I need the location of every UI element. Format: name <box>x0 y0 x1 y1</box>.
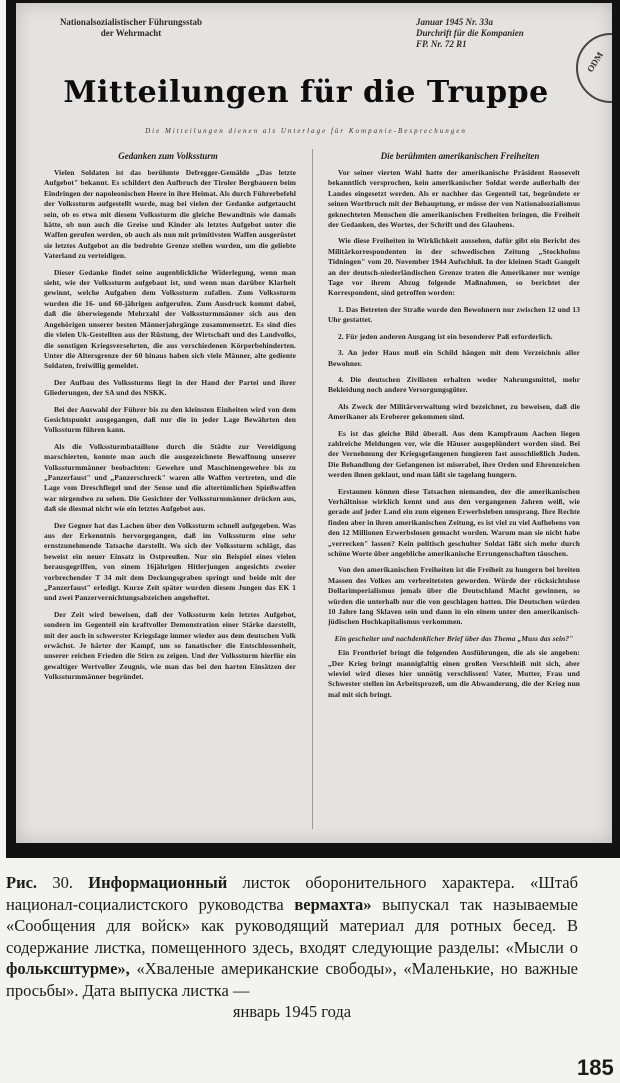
right-paragraph: 2. Für jeden anderen Ausgang ist ein besonderer Paß erforderlich. <box>338 331 553 341</box>
caption-text: Информационный <box>88 873 228 892</box>
left-paragraph: Dieser Gedanke findet seine augenblickliche Widerlegung, wenn man sieht, wie der Volkssturm aufgebaut ist, und wenn man darüber Klarheit gewinnt, welche Aufgaben dem Volkssturm zufallen. Zum Volkssturm wurden die 16- und 60-jährigen aufgerufen. Zum Ausdruck kommt dabei, daß die überwiegende Mehrzahl der Volkssturmmänner sich aus den Angehörigen unserer besten Männerjahrgänge zusammensetzt. Es sind dies die vielen Uk-Gestellten aus der Rüstung, der Wirtschaft und des Landvolks, die sonstigen Kriegsversehrten, die aus verschiedenen Körperbehinderten. Unter die Altersgrenze der 60 hinaus haben sich viele Männer, alte gediente Soldaten, freiwillig gemeldet. <box>44 267 296 371</box>
leaflet-issue-info: Januar 1945 Nr. 33a Durchrift für die Kompanien FP. Nr. 72 R1 <box>416 17 524 49</box>
caption-label: Рис. <box>6 873 38 892</box>
archive-stamp <box>576 33 612 103</box>
right-paragraph: Von den amerikanischen Freiheiten ist die Freiheit zu hungern bei breiten Massen des Volkes am verbreitetsten geworden. Würde der rücksichtslose Dollarimperialismus jemals über die Deutschland Macht gewinnen, so würden die unterhalb nur die von geschlagen hatten. Die Deutschen würden 10 Jahre lang Sklaven sein und dann in ein einem unter den amerikanisch-jüdischen Hochkapitalismus verkommen. <box>328 565 580 627</box>
left-paragraph: Vielen Soldaten ist das berühmte Defregger-Gemälde „Das letzte Aufgebot" bekannt. Es schildert den Aufbruch der Tiroler Bergbauern beim Eindringen der napoleonischen Heere in ihre Heimat. Als durch Führerbefehl der Volkssturm aufgestellt wurde, mag bei vielen der Gedanke aufgetaucht sein, ob es etwa mit diesem Volkssturm die gleiche Bewandtnis wie damals hätte, ob nun auch die Greise und Kinder als letztes Aufgebot unter die Waffen gerufen werden, ob auch als nun mit primitivsten Waffen ausgerüstet sie letztes Aufgebot an die bedrohte Grenze stellen wurden, um die geliebte Vaterland zu verteidigen. <box>44 168 296 261</box>
left-paragraph: Der Aufbau des Volkssturms liegt in der Hand der Partei und ihrer Gliederungen, der SA und des NSKK. <box>44 377 296 398</box>
right-paragraph: Wie diese Freiheiten in Wirklichkeit aussehen, dafür gibt ein Bericht des Militärkorrespondenten in der schwedischen Zeitung „Stockholms Tidningen" vom 20. November 1944 Aufschluß. In der kleinen Stadt Gangelt an der deutsch-niederländischen Grenze traten die Amerikaner nur wenige Tage vor ihrem Abzug folgende Maßnahmen, so berichtet der Korrespondent, sind getroffen worden: <box>328 236 580 298</box>
right-column-heading: Die berühmten amerikanischen Freiheiten <box>380 151 540 161</box>
right-column-text <box>328 168 580 833</box>
caption-text: вермахта» <box>294 894 372 914</box>
caption-text: выпускал так называемые «Сообщения для войск» как руководящий материал для ротных бесед. В содержание листка, помещенного здесь, входят следующие разделы: «Мысли о <box>6 894 578 957</box>
left-paragraph: Bei der Auswahl der Führer bis zu den kleinsten Einheiten wird von dem Gesichtspunkt ausgegangen, daß nur die in jeder Lage Bewährten den Volkssturm führen kann. <box>44 404 296 435</box>
left-paragraph: Der Gegner hat das Lachen über den Volkssturm schnell aufgegeben. Was aus der Erkenntnis hervorgegangen, daß im Volkssturm eine sehr ernstzunehmende Tatsache darstellt. Wo sich der Volkssturm schlägt, das beweist ein neuer Einsatz in Ostpreußen. Nur ein Beispiel eines vielen herausgegriffen, von einem 16jährigen Hitlerjungen angesichts zweier vorbrechender T 34 mit dem Deckungsgraben springt und beide mit der „Panzerfaust" erledigt. Kurze Zeit später wurden diesem Jungen das EK 1 und zwei Panzervernichtungsabzeichen angeheftet. <box>44 520 296 603</box>
stamp-text: ODM <box>584 50 606 74</box>
caption-text: «Хваленые американские свободы», «Маленькие, но важные просьбы». Дата выпуска листка — <box>6 959 578 1000</box>
caption-number: 30. <box>52 873 73 892</box>
left-paragraph: Der Zeit wird beweisen, daß der Volkssturm kein letztes Aufgebot, sondern im Gegenteil ein kraftvoller Demonstration einer Stärke darstellt, mit der auch in schwerster Kriegslage immer wieder aus dem deutschen Volk erwächst. Je härter der Kampf, um so fanatischer die Entschlossenheit, unserer reichen Frieden die Stirn zu zeigen. Und der Volkssturm hierfür ein gewaltiger Wertvoller Zeugnis, wie man das bei den harten Einsätzen der Volkssturmmänner begründet. <box>44 609 296 682</box>
right-paragraph: Erstaunen können diese Tatsachen niemanden, der die amerikanischen Verhältnisse wirklich kennt und aus den vergangenen Jahren weiß, wie gerade auf jeder Land ein zum eigenen Erwerbsleben umsprang. Ihre Rechte finden aber in ihren amerikanischen Zeitung, es ist viel zu viel Aufhebens von den 12 Millionen Erwerbslosen gemacht worden. Warum man sie nicht habe „verrecken" lassen? Kein politisch geschulter Soldat läßt sich mehr durch schöne Worte über angebliche amerikanische Errungenschaften täuschen. <box>328 486 580 558</box>
right-paragraph: Ein Frontbrief bringt die folgenden Ausführungen, die als sie angeben: „Der Krieg bringt mannigfaltig einen großen Verschleiß mit sich, aber wieviel wird dieses hier unnötig verschlissen! Vater, Mutter, Frau und Schwester stellen im Arbeitsprozeß, um die Abwanderung, die der Krieg nun mal mit sich bringt. <box>328 648 580 699</box>
caption-text: фольксштурме», <box>6 959 130 978</box>
right-paragraph: 1. Das Betreten der Straße wurde den Bewohnern nur zwischen 12 und 13 Uhr gestattet. <box>328 304 580 325</box>
right-paragraph: Es ist das gleiche Bild überall. Aus dem Kampfraum Aachen liegen zahlreiche Meldungen vor, wie die Häuser ausgeplündert worden sind. Bei der Vernehmung der Kriegsgefangenen fungieren fast ausschließlich Juden. Die Behandlung der Gefangenen ist miserabel, ihre Orden und Ehrenzeichen werden ihnen geklaut, und man läßt sie tagelang hungern. <box>328 428 580 480</box>
page-number: 185 <box>577 1055 614 1080</box>
right-subheading: Ein gescheiter und nachdenklicher Brief über das Thema „Muss das sein?" <box>334 633 574 643</box>
leaflet-sheet <box>16 3 612 843</box>
leaflet-photo <box>6 0 620 858</box>
left-column-text <box>44 168 296 833</box>
leaflet-subtitle: Die Mitteilungen dienen als Unterlage für Kompanie-Besprechungen <box>145 127 467 135</box>
caption-text: листок оборонительного характера. «Штаб национал-социалистского руководства <box>6 873 579 914</box>
right-paragraph: Vor seiner vierten Wahl hatte der amerikanische Präsident Roosevelt bekanntlich versprochen, kein amerikanischer Soldat werde außerhalb der Landes eingesetzt werden. Als er nachher das Gegenteil tat, begründete er seinen Wortbruch mit der Behauptung, er müsse der von Nationalsozialismus geknechteten Menschen die amerikanischen Freiheiten bringen, die Freiheit der Gedanken, des Wortes, der Schrift und des Glaubens. <box>328 168 580 230</box>
right-paragraph: 3. An jeder Haus muß ein Schild hängen mit dem Verzeichnis aller Bewohner. <box>328 348 580 368</box>
figure-caption <box>6 872 578 1023</box>
caption-date: январь 1945 года <box>232 1002 352 1021</box>
right-paragraph: 4. Die deutschen Zivilisten erhalten weder Nahrungsmittel, mehr Bekleidung noch andere Versorgungsgüter. <box>328 374 580 395</box>
column-divider <box>312 149 313 829</box>
right-paragraph: Als Zweck der Militärverwaltung wird bezeichnet, zu beweisen, daß die Amerikaner als Eroberer gekommen sind. <box>328 401 580 422</box>
left-column-heading: Gedanken zum Volkssturm <box>118 151 218 161</box>
leaflet-masthead: Mitteilungen für die Truppe <box>63 75 549 110</box>
leaflet-issuer: Nationalsozialistischer Führungsstab der Wehrmacht <box>59 17 203 38</box>
left-paragraph: Als die Volkssturmbataillone durch die Städte zur Vereidigung marschierten, konnte man auch die ausgezeichnete Bewaffnung unserer Volkssturmmänner beobachten: Gewehre und Maschinengewehre bis zu „Panzerfaust" und „Panzerschreck" waren alle Waffen vertreten, und die Lage vom Dreschflegel und der Sense und die altertümlichen Spießwaffen war nirgendwo zu sehen. Die Gesichter der Volkssturmmänner drücken aus, daß sie diesmal nicht wie ein letztes Aufgebot aus. <box>44 441 296 514</box>
